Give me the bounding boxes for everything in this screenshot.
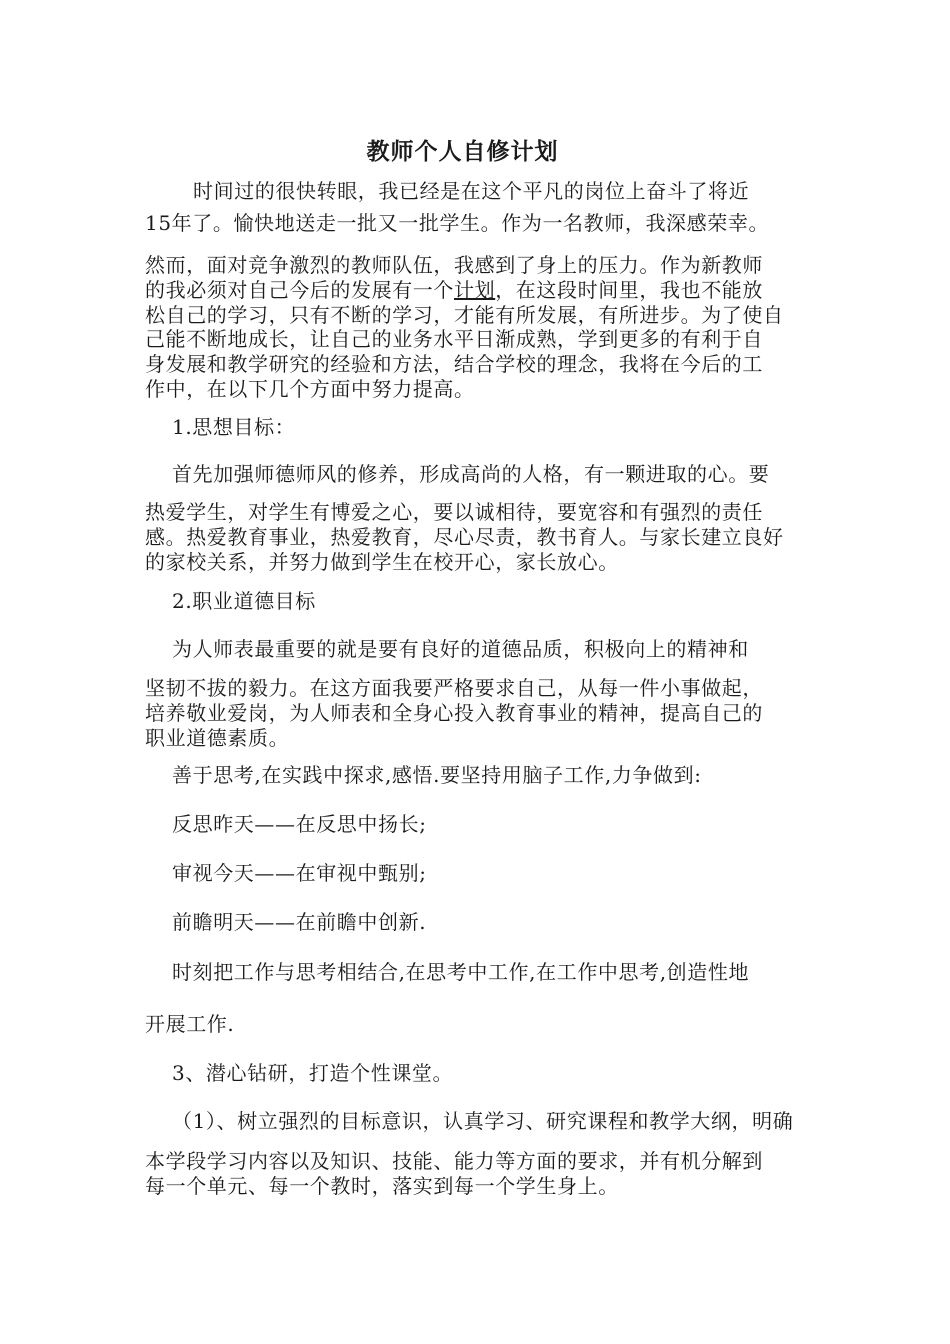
intro-line: 身发展和教学研究的经验和方法，结合学校的理念，我将在今后的工 xyxy=(145,352,763,376)
plan-link[interactable]: 计划 xyxy=(454,278,496,302)
section-line: 为人师表最重要的就是要有良好的道德品质，积极向上的精神和 xyxy=(172,637,749,661)
intro-line: 作中，在以下几个方面中努力提高。 xyxy=(145,377,475,401)
reflect-line: 反思昨天——在反思中扬长; xyxy=(172,812,427,836)
think-line: 善于思考,在实践中探求,感悟.要坚持用脑子工作,力争做到: xyxy=(172,763,702,787)
intro-line: 15年了。愉快地送走一批又一批学生。作为一名教师，我深感荣幸。 xyxy=(145,211,770,235)
section-line: 坚韧不拔的毅力。在这方面我要严格要求自己，从每一件小事做起， xyxy=(145,676,763,700)
section-heading: 1.思想目标： xyxy=(172,415,296,439)
intro-line: 己能不断地成长，让自己的业务水平日渐成熟，学到更多的有利于自 xyxy=(145,327,763,351)
section-line: 首先加强师德师风的修养，形成高尚的人格，有一颗进取的心。要 xyxy=(172,462,770,486)
document-title: 教师个人自修计划 xyxy=(366,138,559,165)
section-line: 热爱学生，对学生有博爱之心，要以诚相待，要宽容和有强烈的责任 xyxy=(145,500,763,524)
reflect-line: 审视今天——在审视中甄别; xyxy=(172,861,427,885)
intro-line: 松自己的学习，只有不断的学习，才能有所发展，有所进步。为了使自 xyxy=(145,303,784,327)
reflect-line: 前瞻明天——在前瞻中创新. xyxy=(172,910,427,934)
combine-line: 时刻把工作与思考相结合,在思考中工作,在工作中思考,创造性地 xyxy=(172,960,750,984)
intro-line: 然而，面对竞争激烈的教师队伍，我感到了身上的压力。作为新教师 xyxy=(145,253,763,277)
section-line: 感。热爱教育事业，热爱教育，尽心尽责，教书育人。与家长建立良好 xyxy=(145,525,784,549)
section-line: 本学段学习内容以及知识、技能、能力等方面的要求，并有机分解到 xyxy=(145,1149,763,1173)
intro-text: ，在这段时间里，我也不能放 xyxy=(495,278,764,302)
section-heading: 3、潜心钻研，打造个性课堂。 xyxy=(172,1061,454,1085)
intro-text: 的我必须对自己今后的发展有一个 xyxy=(145,278,454,302)
section-line: 培养敬业爱岗，为人师表和全身心投入教育事业的精神，提高自己的 xyxy=(145,701,763,725)
section-line: 的家校关系，并努力做到学生在校开心，家长放心。 xyxy=(145,550,619,574)
section-line: （1）、树立强烈的目标意识，认真学习、研究课程和教学大纲，明确 xyxy=(172,1109,794,1133)
section-line: 职业道德素质。 xyxy=(145,726,290,750)
section-line: 每一个单元、每一个教时，落实到每一个学生身上。 xyxy=(145,1174,619,1198)
intro-line: 时间过的很快转眼，我已经是在这个平凡的岗位上奋斗了将近 xyxy=(193,179,750,203)
section-heading: 2.职业道德目标 xyxy=(172,589,316,613)
combine-line: 开展工作. xyxy=(145,1012,235,1036)
